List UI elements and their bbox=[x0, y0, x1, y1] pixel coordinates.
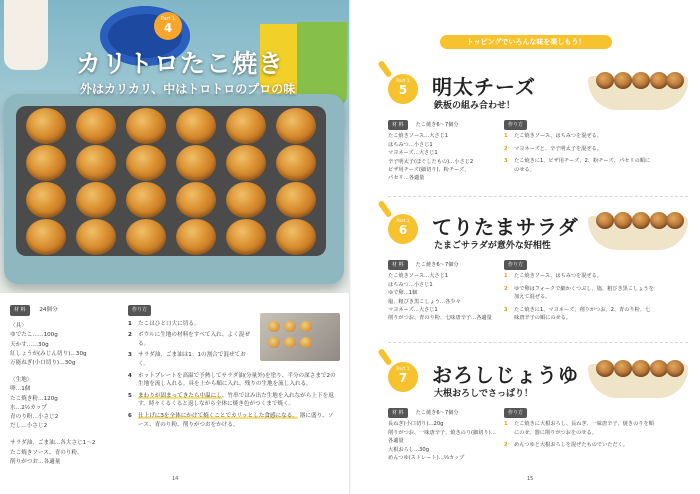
takoyaki-ball bbox=[614, 72, 632, 89]
takoyaki-ball bbox=[226, 145, 266, 181]
takoyaki-ball bbox=[596, 360, 614, 377]
ingredient-line: たこ焼きソース、青のり粉、 bbox=[10, 449, 83, 456]
subtitle-text: 外はカリカリ、中はトロトロのプロの味 bbox=[80, 82, 296, 96]
takoyaki-ball bbox=[276, 182, 316, 218]
takoyaki-ball bbox=[26, 108, 66, 144]
ingredient-line: 水…2½カップ bbox=[10, 404, 47, 411]
ingredient-line: パセリ…各適量 bbox=[388, 175, 425, 182]
page-number-right: 15 bbox=[527, 476, 534, 482]
takoyaki-ball bbox=[126, 108, 166, 144]
takoyaki-ball bbox=[300, 337, 312, 348]
takoyaki-ball bbox=[596, 212, 614, 229]
step-item bbox=[504, 441, 654, 449]
part-label: Part 1 bbox=[396, 79, 410, 84]
takoyaki-ball bbox=[284, 321, 296, 332]
steps-section bbox=[504, 120, 654, 178]
ingredients-section bbox=[388, 260, 500, 323]
ingredients-label: 材 料 bbox=[388, 120, 408, 130]
recipe-subtitle bbox=[434, 386, 533, 399]
step-text-plain: ホットプレートを高温で予熱してサラダ油(分量外)を塗り、半分の深さまで2の生地を流し入れる。具を上から順に入れ、残りの生地を流し入れる。 bbox=[138, 372, 336, 388]
ingredient-line: たこ焼きソース…大さじ1 bbox=[388, 273, 449, 280]
takoyaki-ball bbox=[276, 145, 316, 181]
takoyaki-ball bbox=[284, 337, 296, 348]
takoyaki-ball bbox=[26, 145, 66, 181]
step-text bbox=[138, 372, 338, 389]
step-number: 2 bbox=[504, 285, 508, 292]
step-highlight: まわりが固まってきたら中温にし bbox=[138, 392, 222, 399]
step-number: 1 bbox=[128, 320, 132, 327]
ingredient-line: たこ焼き粉…120g bbox=[10, 395, 58, 402]
ingredient-line: 青のり粉…小さじ2 bbox=[10, 414, 59, 421]
step-number: 3 bbox=[504, 306, 508, 313]
steps-header bbox=[504, 408, 654, 418]
spacer bbox=[10, 431, 120, 439]
step-text: たこ焼きに1、ピザ用チーズ、2、粉チーズ、パセリの順にのせる。 bbox=[514, 158, 651, 173]
takoyaki-ball bbox=[666, 360, 684, 377]
ingredient-line: ゆで卵…1個 bbox=[388, 290, 418, 297]
page-subtitle bbox=[80, 80, 295, 97]
takoyaki-dish-photo bbox=[588, 64, 688, 112]
recipe-badge bbox=[388, 214, 418, 244]
takoyaki-ball bbox=[268, 321, 280, 332]
ingredient-line: 削りがつお、青のり粉、七味唐辛子…各適量 bbox=[388, 315, 492, 322]
ingredients-section bbox=[388, 120, 500, 183]
takoyaki-ball bbox=[632, 72, 650, 89]
step-number: 4 bbox=[128, 372, 132, 379]
step-number: 3 bbox=[504, 158, 508, 165]
step-text-plain: 器に盛り、ソース、青のり粉、削りがつおをかける。 bbox=[138, 412, 334, 428]
recipe-badge bbox=[388, 74, 418, 104]
ingredient-line: 〈具〉 bbox=[10, 323, 27, 330]
servings-text: たこ焼き6～7個分 bbox=[415, 410, 459, 416]
ingredient-line: ゆでたこ……100g bbox=[10, 332, 58, 339]
step-text: たこ焼きソース、はちみつを混ぜる。 bbox=[514, 133, 602, 140]
pan-handle bbox=[377, 348, 392, 366]
ingredient-line: 長ねぎ(小口切り)…20g bbox=[388, 421, 444, 428]
frying-pan-icon bbox=[388, 362, 418, 392]
part-label: Part 1 bbox=[160, 16, 176, 22]
recipe-title: 明太チーズ bbox=[432, 75, 536, 99]
ingredients-label: 材 料 bbox=[10, 305, 30, 316]
steps-header bbox=[504, 120, 654, 130]
ingredient-line: はちみつ…小さじ1 bbox=[388, 281, 433, 288]
steps-label: 作り方 bbox=[504, 120, 527, 130]
step-item bbox=[128, 372, 338, 389]
step-number: 2 bbox=[128, 332, 132, 339]
step-text: たこ焼きに大根おろし、長ねぎ、一味唐辛子、焼きのりを順にのせ、器に削りがつおをのせる。 bbox=[514, 421, 654, 436]
servings-text: 24個分 bbox=[39, 307, 58, 313]
page-title: カリトロたこ焼き bbox=[76, 49, 285, 78]
step-text-plain: たこはひと口大に切る。 bbox=[138, 320, 200, 327]
takoyaki-ball bbox=[276, 108, 316, 144]
ingredients-section bbox=[388, 408, 500, 462]
frying-pan-icon bbox=[388, 74, 418, 104]
recipe-number: 4 bbox=[163, 21, 173, 35]
step-text-plain: ボウルに生地の材料をすべて入れ、よく混ぜる。 bbox=[138, 332, 250, 347]
step-item bbox=[504, 306, 654, 323]
ingredient-line: サラダ油、ごま油…各大さじ1～2 bbox=[10, 440, 96, 447]
step-item bbox=[504, 285, 654, 302]
takoyaki-ball bbox=[26, 182, 66, 218]
step-number: 2 bbox=[504, 442, 508, 449]
ingredient-line: マヨネーズ…大さじ1 bbox=[388, 307, 438, 314]
subtitle-text: 鉄板の組み合わせ！ bbox=[434, 101, 516, 111]
step-item bbox=[504, 157, 654, 174]
takoyaki-ball bbox=[126, 182, 166, 218]
ingredient-line: 削りがつお、一味唐辛子、焼きのり(細切り)…各適量 bbox=[388, 429, 496, 445]
steps-header bbox=[504, 260, 654, 270]
ingredient-line: 天かす……30g bbox=[10, 341, 49, 348]
ingredients-header bbox=[388, 120, 500, 130]
recipe-title: おろしじょうゆ bbox=[432, 363, 579, 387]
recipe-number: 7 bbox=[398, 371, 408, 385]
takoyaki-ball bbox=[26, 219, 66, 255]
takoyaki-ball bbox=[666, 72, 684, 89]
ingredient-line: マヨネーズ…大さじ1 bbox=[388, 150, 438, 157]
spacer bbox=[10, 368, 120, 376]
ingredients-header bbox=[388, 260, 500, 270]
takoyaki-ball bbox=[76, 108, 116, 144]
subtitle-text: 大根おろしでさっぱり！ bbox=[434, 389, 534, 399]
step-item bbox=[504, 145, 654, 153]
takoyaki-ball bbox=[596, 72, 614, 89]
takoyaki-ball bbox=[276, 219, 316, 255]
takoyaki-ball bbox=[226, 108, 266, 144]
step-text: マヨネーズと、辛子明太子を混ぜる。 bbox=[514, 145, 602, 152]
page-number-left: 14 bbox=[172, 476, 179, 482]
step-number: 1 bbox=[504, 133, 508, 140]
recipe-title: てりたまサラダ bbox=[432, 215, 579, 239]
takoyaki-ball bbox=[126, 219, 166, 255]
ingredient-line: はちみつ…小さじ1 bbox=[388, 141, 433, 148]
step-photo bbox=[260, 313, 340, 361]
ingredient-line: だし…小さじ2 bbox=[10, 423, 48, 430]
recipe-subtitle bbox=[434, 238, 551, 251]
recipe-subtitle bbox=[434, 98, 515, 111]
takoyaki-ball bbox=[176, 182, 216, 218]
takoyaki-ball bbox=[226, 219, 266, 255]
step-text: ゆで卵はフォークで細かくつぶし、塩、粗びき黒こしょうを加えて混ぜる。 bbox=[514, 285, 654, 301]
subtitle-text: たまごサラダが意外な好相性 bbox=[434, 241, 551, 251]
step-number: 3 bbox=[128, 352, 132, 359]
ingredient-line: 塩、粗びき黒こしょう…各少々 bbox=[388, 298, 461, 305]
step-item bbox=[504, 420, 654, 437]
servings-text: たこ焼き6～7個分 bbox=[415, 262, 459, 268]
takoyaki-dish-photo bbox=[588, 352, 688, 400]
ingredient-line: 万能ねぎ(小口切り)…30g bbox=[10, 360, 76, 367]
ingredient-line: たこ焼きソース…大さじ1 bbox=[388, 133, 449, 140]
step-item bbox=[504, 272, 654, 280]
step-number: 6 bbox=[128, 412, 132, 419]
step-number: 1 bbox=[504, 273, 508, 280]
step-highlight: 仕上げに3を全体にかけて焼くことでカリッとした食感になる。 bbox=[138, 412, 298, 419]
step-text-plain: 、竹串ではみ出た生地を入れながら上下を返す。時々くるくると返しながら全体に焼き色がつくまで焼く。 bbox=[138, 392, 334, 408]
recipe-number: 5 bbox=[398, 83, 408, 97]
step-item bbox=[128, 412, 338, 429]
step-text: たこ焼きに1、マヨネーズ、削りがつお、2、青のり粉、七味唐辛子の順にのせる。 bbox=[514, 306, 651, 322]
takoyaki-ball bbox=[268, 337, 280, 348]
ingredients-label: 材 料 bbox=[388, 408, 408, 418]
pan-handle bbox=[377, 60, 392, 78]
steps-label: 作り方 bbox=[504, 408, 527, 418]
step-number: 1 bbox=[504, 421, 508, 428]
takoyaki-hero-photo bbox=[0, 0, 349, 293]
pan-handle bbox=[377, 200, 392, 218]
step-item bbox=[128, 392, 338, 409]
takoyaki-ball bbox=[632, 360, 650, 377]
takoyaki-ball bbox=[126, 145, 166, 181]
takoyaki-ball bbox=[614, 212, 632, 229]
takoyaki-ball bbox=[176, 219, 216, 255]
hot-plate bbox=[4, 94, 344, 284]
recipe-number: 6 bbox=[398, 223, 408, 237]
servings-text: たこ焼き6～7個分 bbox=[415, 122, 459, 128]
takoyaki-ball bbox=[632, 212, 650, 229]
takoyaki-ball bbox=[300, 321, 312, 332]
takoyaki-dish-photo bbox=[588, 204, 688, 252]
ingredients-header bbox=[388, 408, 500, 418]
part-label: Part 1 bbox=[396, 219, 410, 224]
takoyaki-ball bbox=[76, 145, 116, 181]
takoyaki-ball bbox=[226, 182, 266, 218]
step-text bbox=[138, 392, 338, 409]
ingredient-line: 〈生地〉 bbox=[10, 377, 33, 384]
ingredient-line: 卵…1個 bbox=[10, 386, 31, 393]
section-divider bbox=[388, 196, 688, 197]
recipe-badge bbox=[388, 362, 418, 392]
part-label: Part 1 bbox=[396, 367, 410, 372]
cup-decoration bbox=[4, 0, 48, 70]
step-text: めんつゆと大根おろしを混ぜたものでいただく。 bbox=[514, 442, 628, 449]
step-text: たこ焼きソース、はちみつを混ぜる。 bbox=[514, 273, 602, 280]
steps-label: 作り方 bbox=[504, 260, 527, 270]
steps-section bbox=[504, 260, 654, 326]
steps-label: 作り方 bbox=[128, 305, 151, 316]
ingredients-list bbox=[10, 322, 120, 467]
step-item bbox=[504, 132, 654, 140]
takoyaki-ball bbox=[614, 360, 632, 377]
part-badge bbox=[154, 12, 182, 40]
frying-pan-icon bbox=[388, 214, 418, 244]
step-number: 5 bbox=[128, 392, 132, 399]
ingredients-header bbox=[10, 305, 120, 316]
step-number: 2 bbox=[504, 145, 508, 152]
ingredient-line: 大根おろし…30g bbox=[388, 446, 430, 453]
ingredient-line: ピザ用チーズ(細切り)、粉チーズ、 bbox=[388, 167, 470, 174]
takoyaki-ball bbox=[76, 182, 116, 218]
takoyaki-ball bbox=[666, 212, 684, 229]
takoyaki-ball bbox=[176, 145, 216, 181]
takoyaki-ball bbox=[76, 219, 116, 255]
takoyaki-grid bbox=[16, 106, 326, 256]
step-text bbox=[138, 412, 338, 429]
section-divider bbox=[388, 342, 688, 343]
takoyaki-ball bbox=[176, 108, 216, 144]
ingredient-line: めんつゆ(ストレート)…⅓カップ bbox=[388, 455, 465, 462]
step-text-plain: サラダ油、ごま油は1：1の割合で混ぜておく。 bbox=[138, 352, 246, 367]
gutter bbox=[349, 0, 351, 494]
ingredients-label: 材 料 bbox=[388, 260, 408, 270]
steps-section bbox=[504, 408, 654, 454]
ingredient-line: 紅しょうが(みじん切り)…30g bbox=[10, 350, 87, 357]
ingredient-line: 辛子明太子(ほぐしたもの)…小さじ2 bbox=[388, 158, 474, 165]
ingredient-line: 削りがつお…各適量 bbox=[10, 458, 61, 465]
topping-banner: トッピングでいろんな味を楽しもう！ bbox=[440, 35, 612, 49]
ingredients-section bbox=[10, 305, 120, 467]
